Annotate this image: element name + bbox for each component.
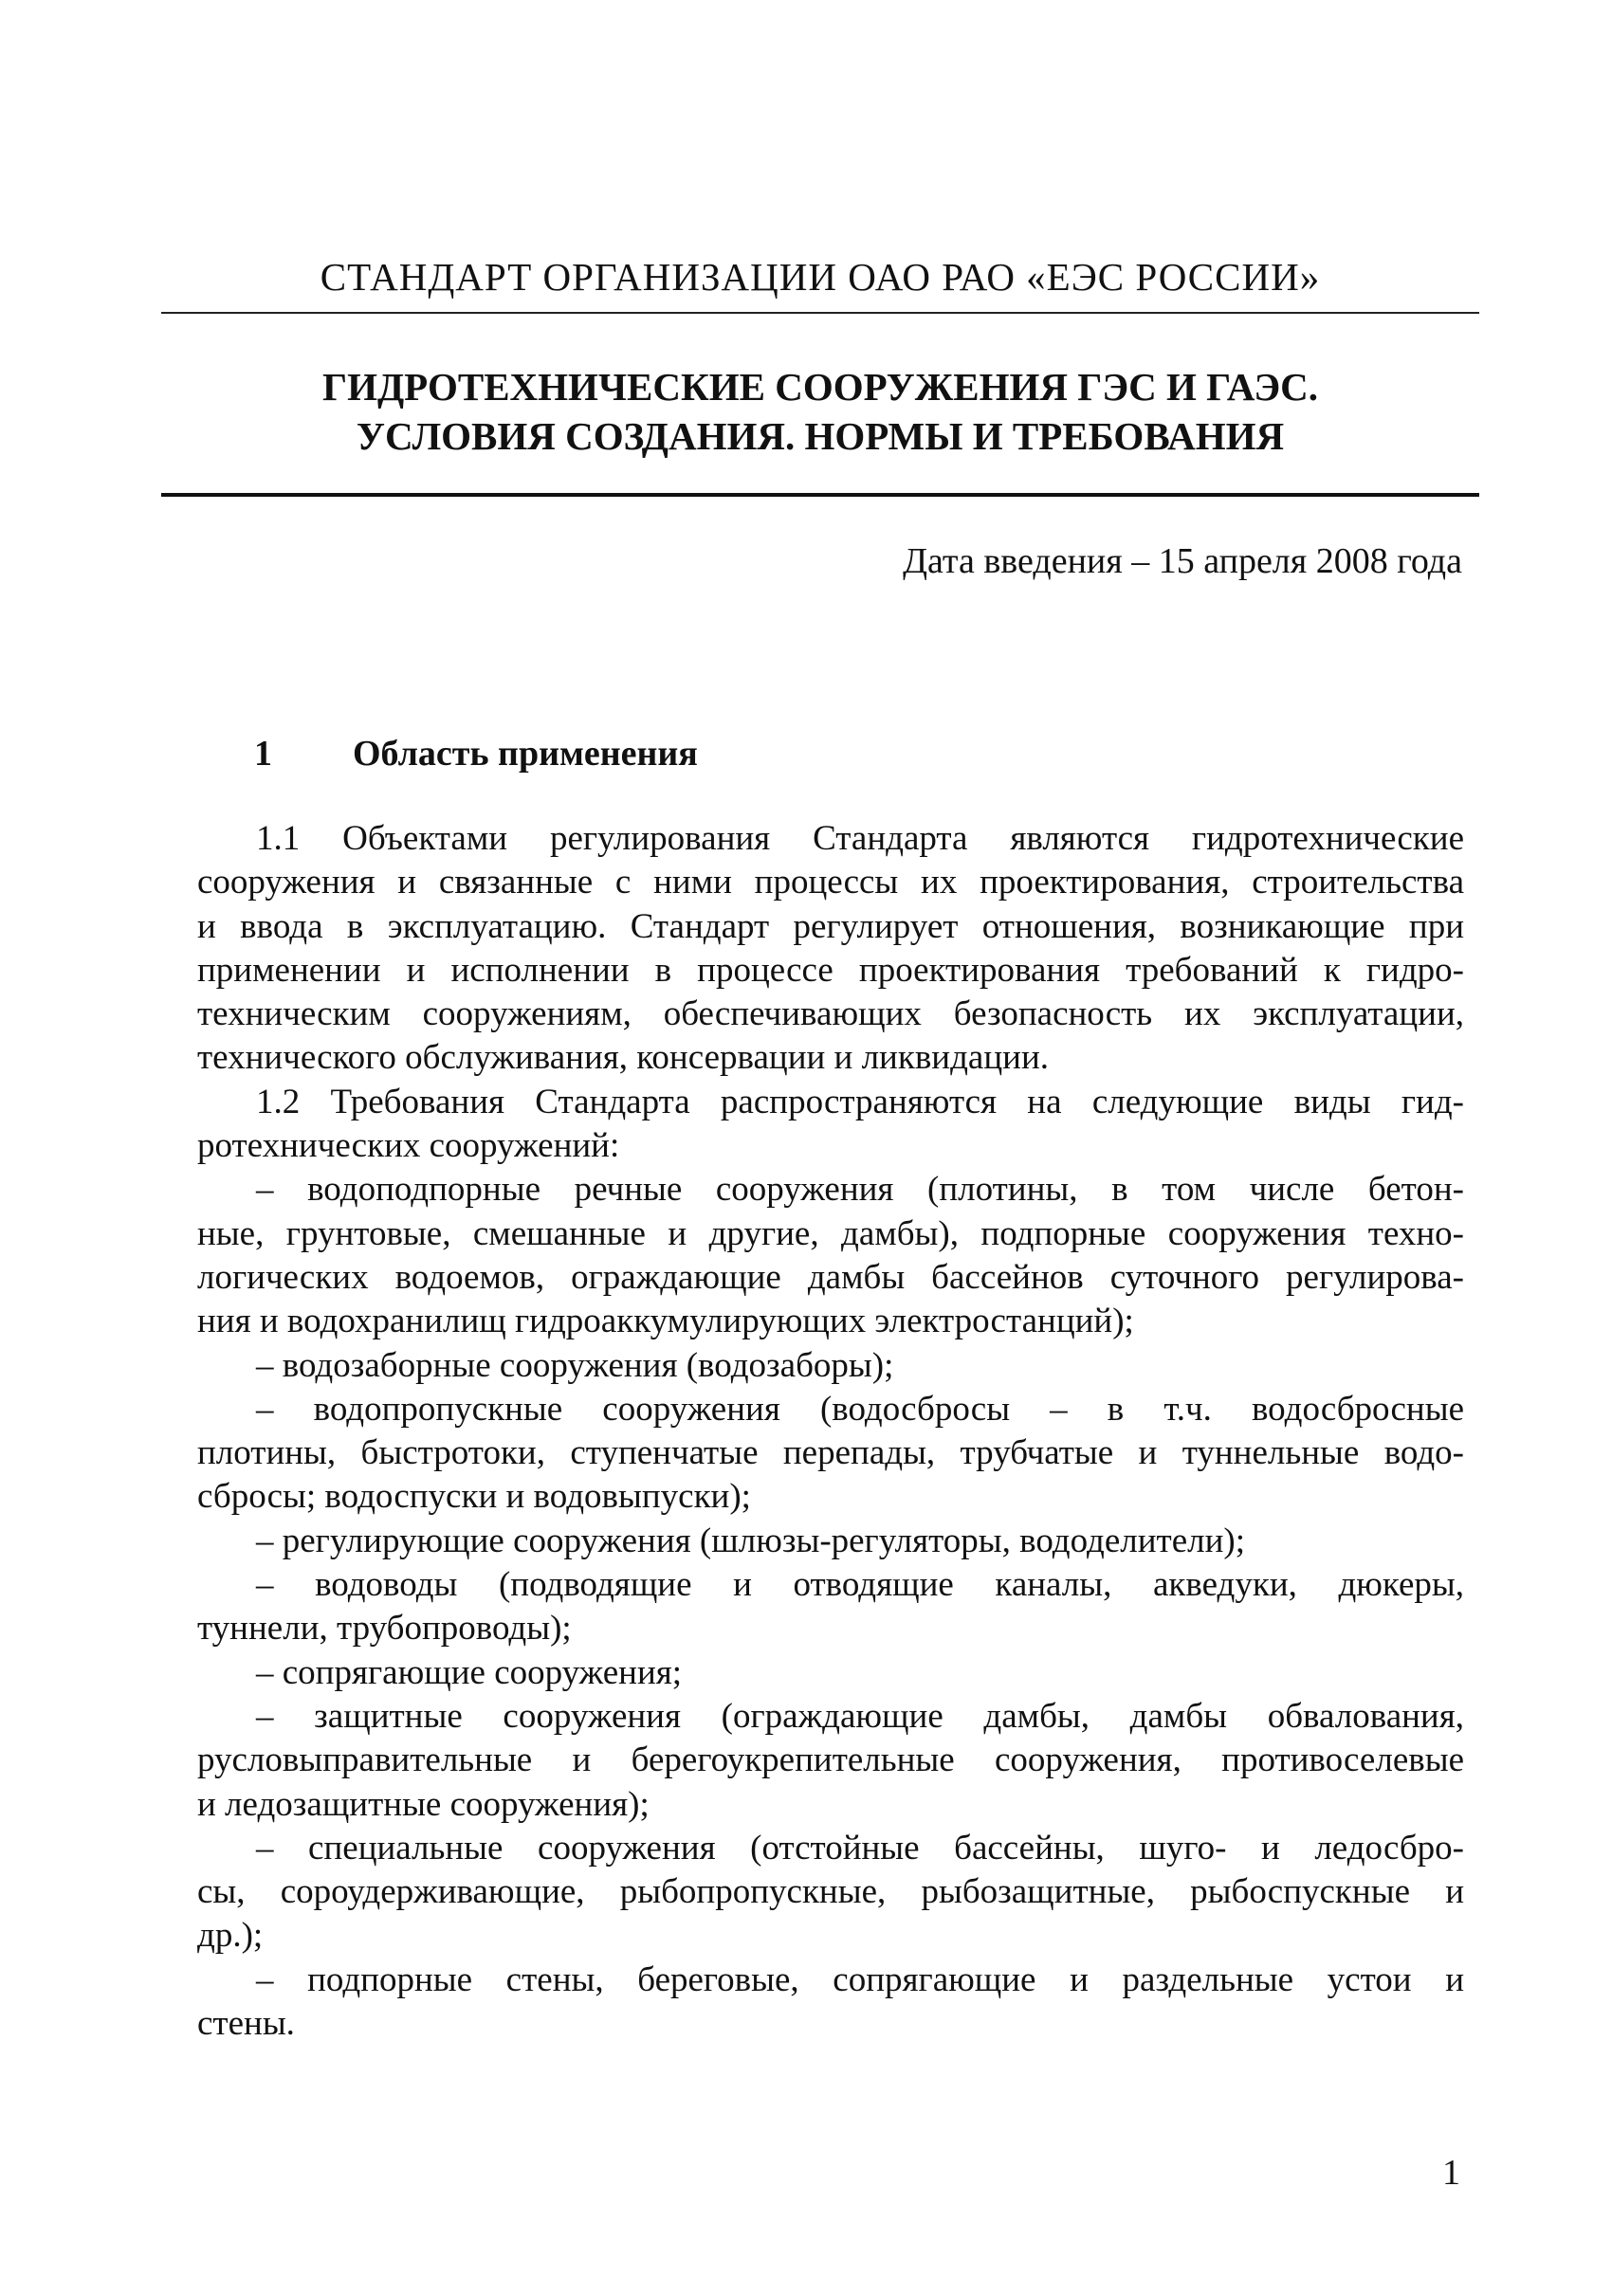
page-number: 1 [1442, 2153, 1460, 2193]
section-number: 1 [254, 734, 272, 774]
body-line: плотины, быстротоки, ступенчатые перепады, трубчатые и туннельные водо- [197, 1433, 1464, 1473]
body-line: технического обслуживания, консервации и ликвидации. [197, 1038, 1050, 1078]
body-line: – водоводы (подводящие и отводящие каналы, акведуки, дюкеры, [256, 1565, 1464, 1605]
body-line: – специальные сооружения (отстойные бассейны, шуго- и ледосбро- [256, 1828, 1464, 1868]
body-line: 1.1 Объектами регулирования Стандарта являются гидротехнические [256, 819, 1464, 858]
body-line: сы, сороудерживающие, рыбопропускные, рыбозащитные, рыбоспускные и [197, 1872, 1464, 1912]
body-line: сбросы; водоспуски и водовыпуски); [197, 1477, 751, 1517]
body-line: техническим сооружениям, обеспечивающих безопасность их эксплуатации, [197, 994, 1464, 1034]
introduction-date: Дата введения – 15 апреля 2008 года [903, 541, 1462, 581]
body-line: – водозаборные сооружения (водозаборы); [256, 1345, 894, 1385]
document-title [161, 362, 1479, 461]
body-line: стены. [197, 2004, 295, 2044]
body-line: логических водоемов, ограждающие дамбы бассейнов суточного регулирова- [197, 1257, 1464, 1297]
section-title: Область применения [353, 734, 698, 774]
body-line: и ледозащитные сооружения); [197, 1784, 650, 1824]
body-line: – подпорные стены, береговые, сопрягающие и раздельные устои и [256, 1959, 1464, 1999]
body-line: и ввода в эксплуатацию. Стандарт регулирует отношения, возникающие при [197, 906, 1464, 946]
section-heading [254, 733, 698, 774]
body-line: сооружения и связанные с ними процессы их проектирования, строительства [197, 863, 1464, 902]
section-body [197, 817, 1464, 2046]
header-divider [161, 312, 1479, 314]
body-line: др.); [197, 1916, 264, 1956]
title-divider [161, 493, 1479, 497]
body-line: – регулирующие сооружения (шлюзы-регуляторы, вододелители); [256, 1521, 1246, 1560]
body-line: – водоподпорные речные сооружения (плотины, в том числе бетон- [256, 1170, 1464, 1210]
body-line: русловыправительные и берегоукрепительные сооружения, противоселевые [197, 1740, 1464, 1780]
body-line: применении и исполнении в процессе проектирования требований к гидро- [197, 950, 1464, 990]
body-line: ные, грунтовые, смешанные и другие, дамбы), подпорные сооружения техно- [197, 1213, 1464, 1253]
body-line: – сопрягающие сооружения; [256, 1652, 683, 1692]
body-line: ротехнических сооружений: [197, 1126, 620, 1166]
document-title-line-1: ГИДРОТЕХНИЧЕСКИЕ СООРУЖЕНИЯ ГЭС И ГАЭС. [321, 365, 1319, 409]
body-line: – защитные сооружения (ограждающие дамбы, дамбы обвалования, [256, 1696, 1464, 1736]
body-line: туннели, трубопроводы); [197, 1609, 572, 1649]
organization-header: СТАНДАРТ ОРГАНИЗАЦИИ ОАО РАО «ЕЭС РОССИИ» [320, 255, 1321, 299]
body-line: – водопропускные сооружения (водосбросы – в т.ч. водосбросные [256, 1389, 1464, 1429]
document-title-line-2: УСЛОВИЯ СОЗДАНИЯ. НОРМЫ И ТРЕБОВАНИЯ [356, 414, 1285, 458]
body-line: 1.2 Требования Стандарта распространяются на следующие виды гид- [256, 1082, 1464, 1121]
body-line: ния и водохранилищ гидроаккумулирующих электростанций); [197, 1302, 1134, 1341]
